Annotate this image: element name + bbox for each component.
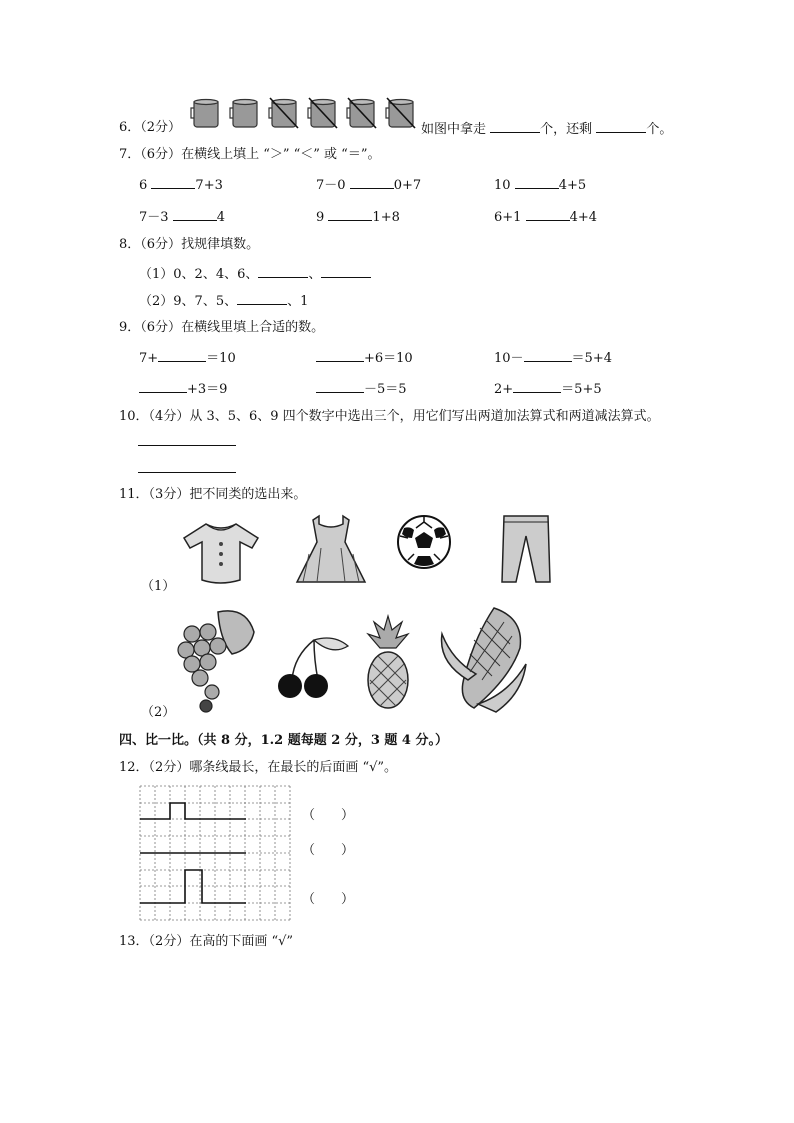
q8-score: （6分） — [140, 237, 182, 252]
pants-image[interactable] — [500, 512, 552, 584]
q7-r2-c1-blank[interactable] — [173, 208, 217, 221]
q7-r1-c2: 7－0 0+7 — [316, 178, 422, 193]
q12-answer-paren-1[interactable]: （ ） — [302, 808, 355, 823]
q8-prompt: 找规律填数。 — [181, 237, 260, 252]
q9-b-blank[interactable] — [316, 349, 364, 362]
section-4-heading: 四、比一比。（共 8 分，1.2 题每题 2 分，3 题 4 分。） — [119, 733, 449, 748]
q10-answer-line-1[interactable] — [138, 433, 236, 446]
q7-r1-c2-blank[interactable] — [350, 176, 394, 189]
cup-3-crossed — [269, 98, 298, 128]
q6-blank-2[interactable] — [596, 120, 646, 133]
q11-score: （3分） — [148, 487, 190, 502]
q9-c: 10－ ＝5+4 — [494, 351, 612, 366]
q9-a: 7+ ＝10 — [139, 351, 236, 366]
q10-answer-line-2[interactable] — [138, 460, 236, 473]
q6-text2: 个，还剩 — [540, 122, 593, 137]
q7-r1-c1: 6 7+3 — [139, 178, 223, 193]
q8-number: 8． — [119, 237, 141, 252]
q6-text1: 如图中拿走 — [421, 122, 487, 137]
q6-line — [119, 120, 181, 136]
dress-image[interactable] — [293, 514, 369, 586]
q12-answer-paren-3[interactable]: （ ） — [302, 892, 355, 907]
q10-score: （4分） — [148, 409, 190, 424]
q8-p1-blank-1[interactable] — [258, 265, 308, 278]
q13-title — [119, 934, 293, 950]
q9-b: +6＝10 — [316, 349, 413, 367]
q12-prompt: 哪条线最长，在最长的后面画 “√”。 — [189, 760, 398, 775]
q7-r1-c1-blank[interactable] — [151, 176, 195, 189]
cup-1 — [191, 100, 218, 128]
q7-r1-c3: 10 4+5 — [494, 178, 587, 193]
q9-number: 9． — [119, 320, 141, 335]
q12-answer-paren-2[interactable]: （ ） — [302, 843, 355, 858]
soccer-ball-image[interactable] — [396, 514, 452, 570]
q11-label-1: （1） — [141, 579, 176, 594]
q10-number: 10． — [119, 409, 149, 424]
q13-number: 13． — [119, 934, 149, 949]
q11-title — [119, 487, 306, 503]
corn-image[interactable] — [434, 604, 530, 714]
pineapple-image[interactable] — [364, 614, 412, 710]
q12-score: （2分） — [148, 760, 190, 775]
q9-f-blank[interactable] — [513, 380, 561, 393]
q9-score: （6分） — [140, 320, 182, 335]
q9-prompt: 在横线里填上合适的数。 — [181, 320, 325, 335]
q8-p2-blank[interactable] — [237, 292, 287, 305]
q12-number: 12． — [119, 760, 149, 775]
shirt-image[interactable] — [176, 516, 266, 586]
q6-number: 6． — [119, 120, 141, 135]
q7-number: 7． — [119, 147, 141, 162]
q13-score: （2分） — [148, 934, 190, 949]
q8-part-1: （1）0、2、4、6、 、 — [139, 265, 371, 283]
q9-e-blank[interactable] — [316, 380, 364, 393]
q9-e: －5＝5 — [316, 380, 407, 398]
q11-label-2: （2） — [141, 705, 176, 720]
q7-title — [119, 147, 380, 163]
q7-r2-c3-blank[interactable] — [526, 208, 570, 221]
cups-illustration — [190, 98, 422, 132]
q8-p1-blank-2[interactable] — [321, 265, 371, 278]
q7-score: （6分） — [140, 147, 182, 162]
q6-score: （2分） — [140, 120, 182, 135]
grapes-image[interactable] — [172, 604, 260, 716]
q9-d-blank[interactable] — [139, 380, 187, 393]
q6-text — [421, 120, 672, 138]
q10-title — [119, 409, 660, 425]
cup-6-crossed — [386, 98, 415, 128]
line-grid-diagram — [140, 786, 294, 922]
q13-prompt: 在高的下面画 “√” — [189, 934, 294, 949]
q8-part-2: （2）9、7、5、 、1 — [139, 294, 309, 309]
cup-4-crossed — [308, 98, 337, 128]
q7-r1-c3-blank[interactable] — [515, 176, 559, 189]
q9-d: +3＝9 — [139, 380, 227, 398]
q6-text3: 个。 — [646, 122, 673, 137]
q9-title — [119, 320, 324, 336]
q6-blank-1[interactable] — [490, 120, 540, 133]
q9-c-blank[interactable] — [524, 349, 572, 362]
q7-prompt: 在横线上填上 “＞” “＜” 或 “＝”。 — [181, 147, 381, 162]
q7-r2-c1: 7－3 4 — [139, 210, 225, 225]
cup-5-crossed — [347, 98, 376, 128]
q12-title — [119, 760, 397, 776]
q9-a-blank[interactable] — [158, 349, 206, 362]
cup-2 — [230, 100, 257, 128]
q11-number: 11． — [119, 487, 149, 502]
q11-prompt: 把不同类的选出来。 — [189, 487, 307, 502]
q8-title — [119, 237, 259, 253]
q7-r2-c3: 6+1 4+4 — [494, 210, 598, 225]
cherries-image[interactable] — [274, 634, 350, 700]
q7-r2-c2: 9 1+8 — [316, 210, 400, 225]
q10-prompt: 从 3、5、6、9 四个数字中选出三个，用它们写出两道加法算式和两道减法算式。 — [189, 409, 660, 424]
q9-f: 2+ ＝5+5 — [494, 382, 602, 397]
q7-r2-c2-blank[interactable] — [328, 208, 372, 221]
